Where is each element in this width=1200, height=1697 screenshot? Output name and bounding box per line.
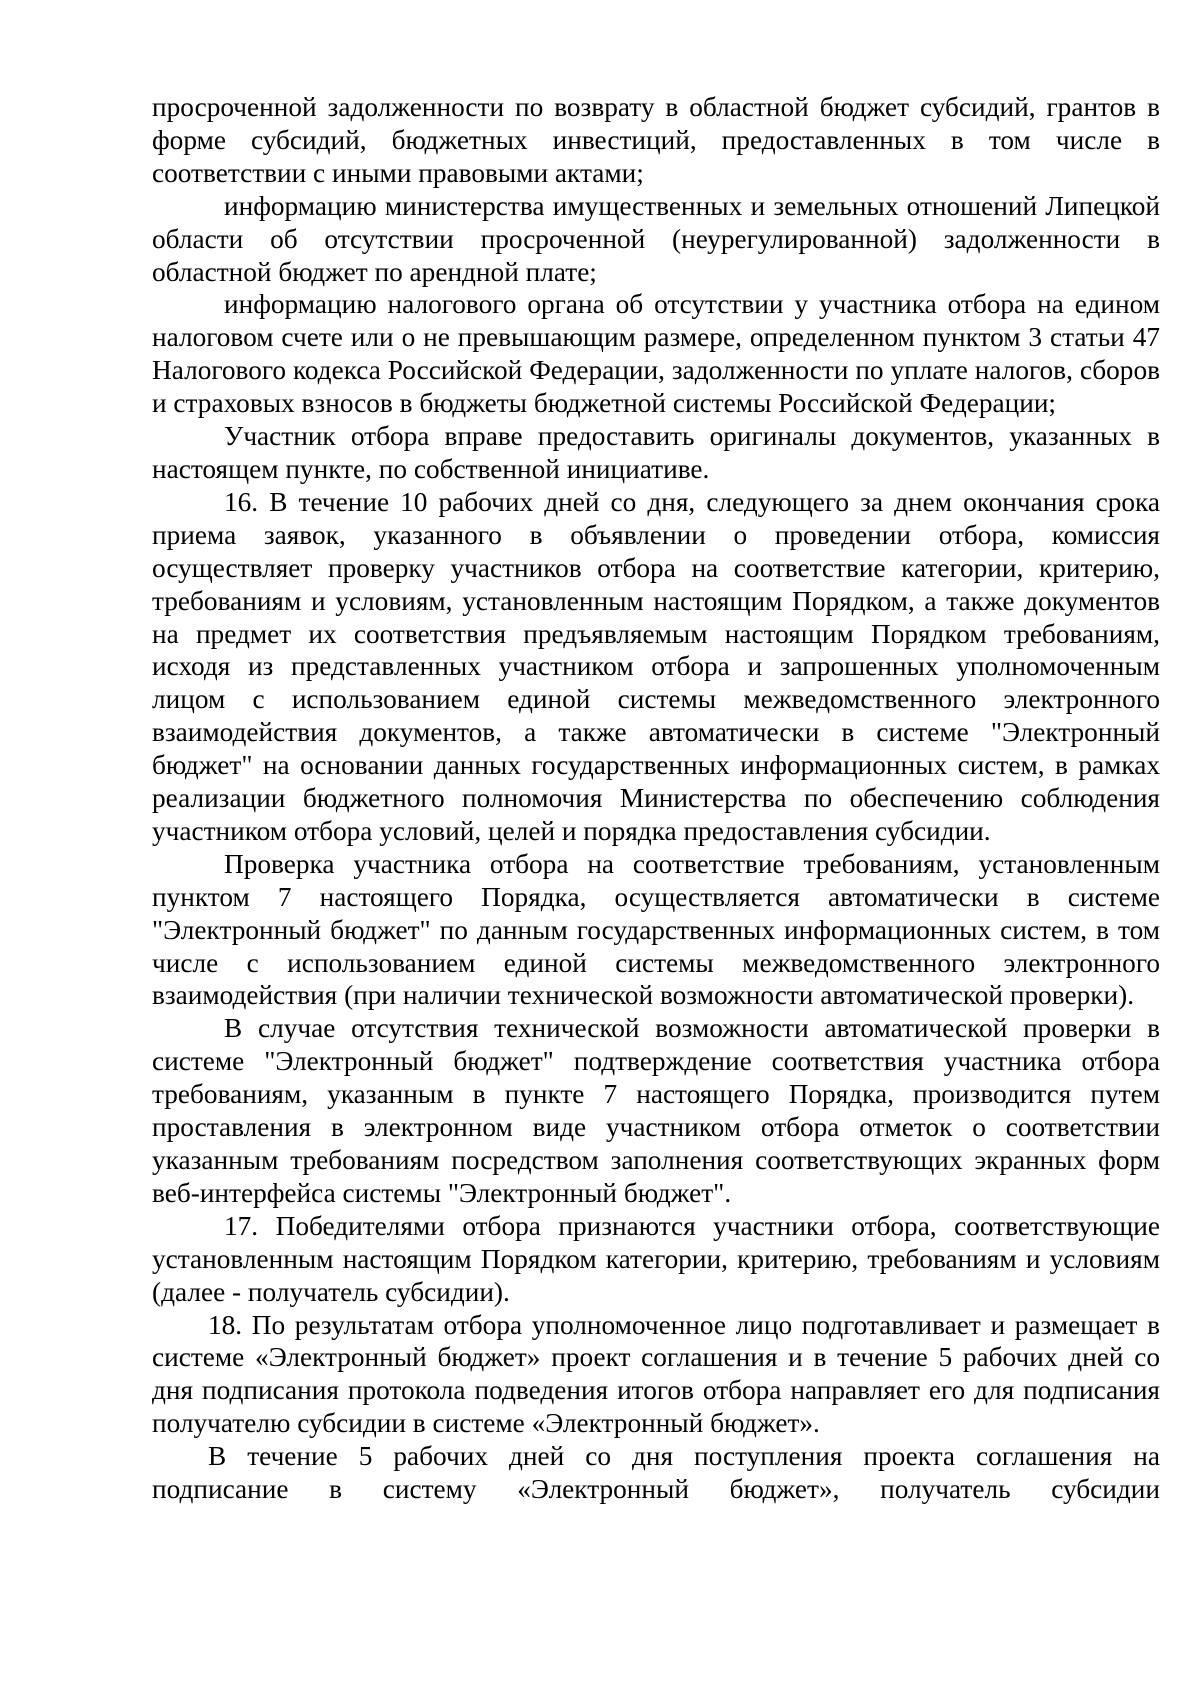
paragraph-originals-initiative: Участник отбора вправе предоставить оригиналы документов, указанных в настоящем пункте, по собственной инициативе.	[152, 421, 1160, 484]
paragraph-item-16: 16. В течение 10 рабочих дней со дня, следующего за днем окончания срока приема заявок, указанного в объявлении о проведении отбора, комиссия осуществляет проверку участников отбора на соответствие категории, критерию, требованиям и условиям, установленным настоящим Порядком, а также документов на предмет их соответствия предъявляемым настоящим Порядком требованиям, исходя из представленных участником отбора и запрошенных уполномоченным лицом с использованием единой системы межведомственного электронного взаимодействия документов, а также автоматически в системе "Электронный бюджет" на основании данных государственных информационных систем, в рамках реализации бюджетного полномочия Министерства по обеспечению соблюдения участником отбора условий, целей и порядка предоставления субсидии.	[152, 486, 1160, 846]
paragraph-tax-authority-info: информацию налогового органа об отсутствии у участника отбора на едином налоговом счете или о не превышающим размере, определенном пунктом 3 статьи 47 Налогового кодекса Российской Федерации, задолженности по уплате налогов, сборов и страховых взносов в бюджеты бюджетной системы Российской Федерации;	[152, 289, 1160, 419]
paragraph-arrears-return: просроченной задолженности по возврату в областной бюджет субсидий, грантов в форме субсидий, бюджетных инвестиций, предоставленных в том числе в соответствии с иными правовыми актами;	[152, 92, 1160, 188]
document-body	[152, 91, 1160, 1506]
paragraph-no-technical-possibility: В случае отсутствия технической возможности автоматической проверки в системе "Электронный бюджет" подтверждение соответствия участника отбора требованиям, указанным в пункте 7 настоящего Порядка, производится путем проставления в электронном виде участником отбора отметок о соответствии указанным требованиям посредством заполнения соответствующих экранных форм веб-интерфейса системы "Электронный бюджет".	[152, 1013, 1160, 1208]
paragraph-automatic-check: Проверка участника отбора на соответствие требованиям, установленным пунктом 7 настоящего Порядка, осуществляется автоматически в системе "Электронный бюджет" по данным государственных информационных систем, в том числе с использованием единой системы межведомственного электронного взаимодействия (при наличии технической возможности автоматической проверки).	[152, 848, 1160, 1011]
paragraph-signing-period: В течение 5 рабочих дней со дня поступления проекта соглашения на подписание в систему «Электронный бюджет», получатель субсидии	[152, 1441, 1160, 1505]
paragraph-item-18: 18. По результатам отбора уполномоченное лицо подготавливает и размещает в системе «Электронный бюджет» проект соглашения и в течение 5 рабочих дней со дня подписания протокола подведения итогов отбора направляет его для подписания получателю субсидии в системе «Электронный бюджет».	[152, 1309, 1160, 1439]
paragraph-ministry-info: информацию министерства имущественных и земельных отношений Липецкой области об отсутствии просроченной (неурегулированной) задолженности в областной бюджет по арендной плате;	[152, 190, 1160, 287]
paragraph-item-17: 17. Победителями отбора признаются участники отбора, соответствующие установленным настоящим Порядком категории, критерию, требованиям и условиям (далее - получатель субсидии).	[152, 1210, 1160, 1307]
